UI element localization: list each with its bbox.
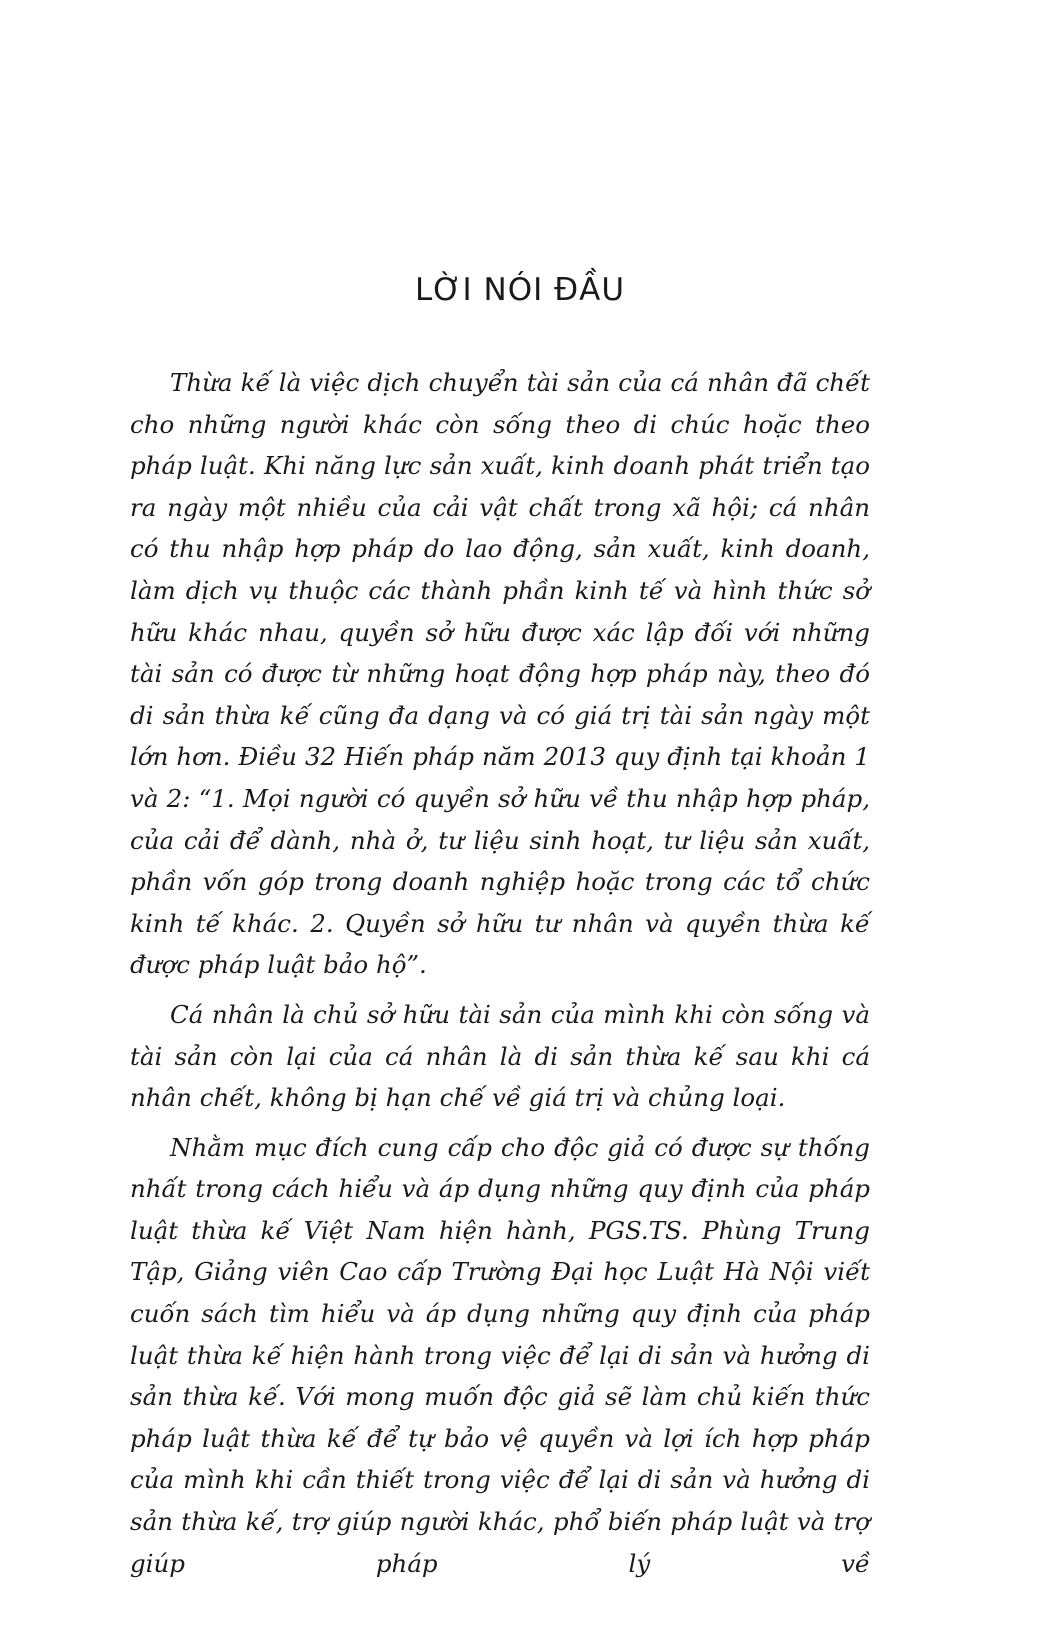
paragraph-2: Cá nhân là chủ sở hữu tài sản của mình khi còn sống và tài sản còn lại của cá nhân là di sản thừa kế sau khi cá nhân chết, không bị hạn chế về giá trị và chủng loại. <box>130 999 870 1113</box>
page-heading: LỜI NÓI ĐẦU <box>414 272 626 308</box>
body-text <box>130 362 870 1584</box>
paragraph-1: Thừa kế là việc dịch chuyển tài sản của cá nhân đã chết cho những người khác còn sống theo di chúc hoặc theo pháp luật. Khi năng lực sản xuất, kinh doanh phát triển tạo ra ngày một nhiều của cải vật chất trong xã hội; cá nhân có thu nhập hợp pháp do lao động, sản xuất, kinh doanh, làm dịch vụ thuộc các thành phần kinh tế và hình thức sở hữu khác nhau, quyền sở hữu được xác lập đối với những tài sản có được từ những hoạt động hợp pháp này, theo đó di sản thừa kế cũng đa dạng và có giá trị tài sản ngày một lớn hơn. Điều 32 Hiến pháp năm 2013 quy định tại khoản 1 và 2: “1. Mọi người có quyền sở hữu về thu nhập hợp pháp, của cải để dành, nhà ở, tư liệu sinh hoạt, tư liệu sản xuất, phần vốn góp trong doanh nghiệp hoặc trong các tổ chức kinh tế khác. 2. Quyền sở hữu tư nhân và quyền thừa kế được pháp luật bảo hộ”. <box>130 368 870 980</box>
paragraph-3: Nhằm mục đích cung cấp cho độc giả có được sự thống nhất trong cách hiểu và áp dụng những quy định của pháp luật thừa kế Việt Nam hiện hành, PGS.TS. Phùng Trung Tập, Giảng viên Cao cấp Trường Đại học Luật Hà Nội viết cuốn sách tìm hiểu và áp dụng những quy định của pháp luật thừa kế hiện hành trong việc để lại di sản và hưởng di sản thừa kế. Với mong muốn độc giả sẽ làm chủ kiến thức pháp luật thừa kế để tự bảo vệ quyền và lợi ích hợp pháp của mình khi cần thiết trong việc để lại di sản và hưởng di sản thừa kế, trợ giúp người khác, phổ biến pháp luật và trợ giúp pháp lý về <box>130 1132 870 1578</box>
